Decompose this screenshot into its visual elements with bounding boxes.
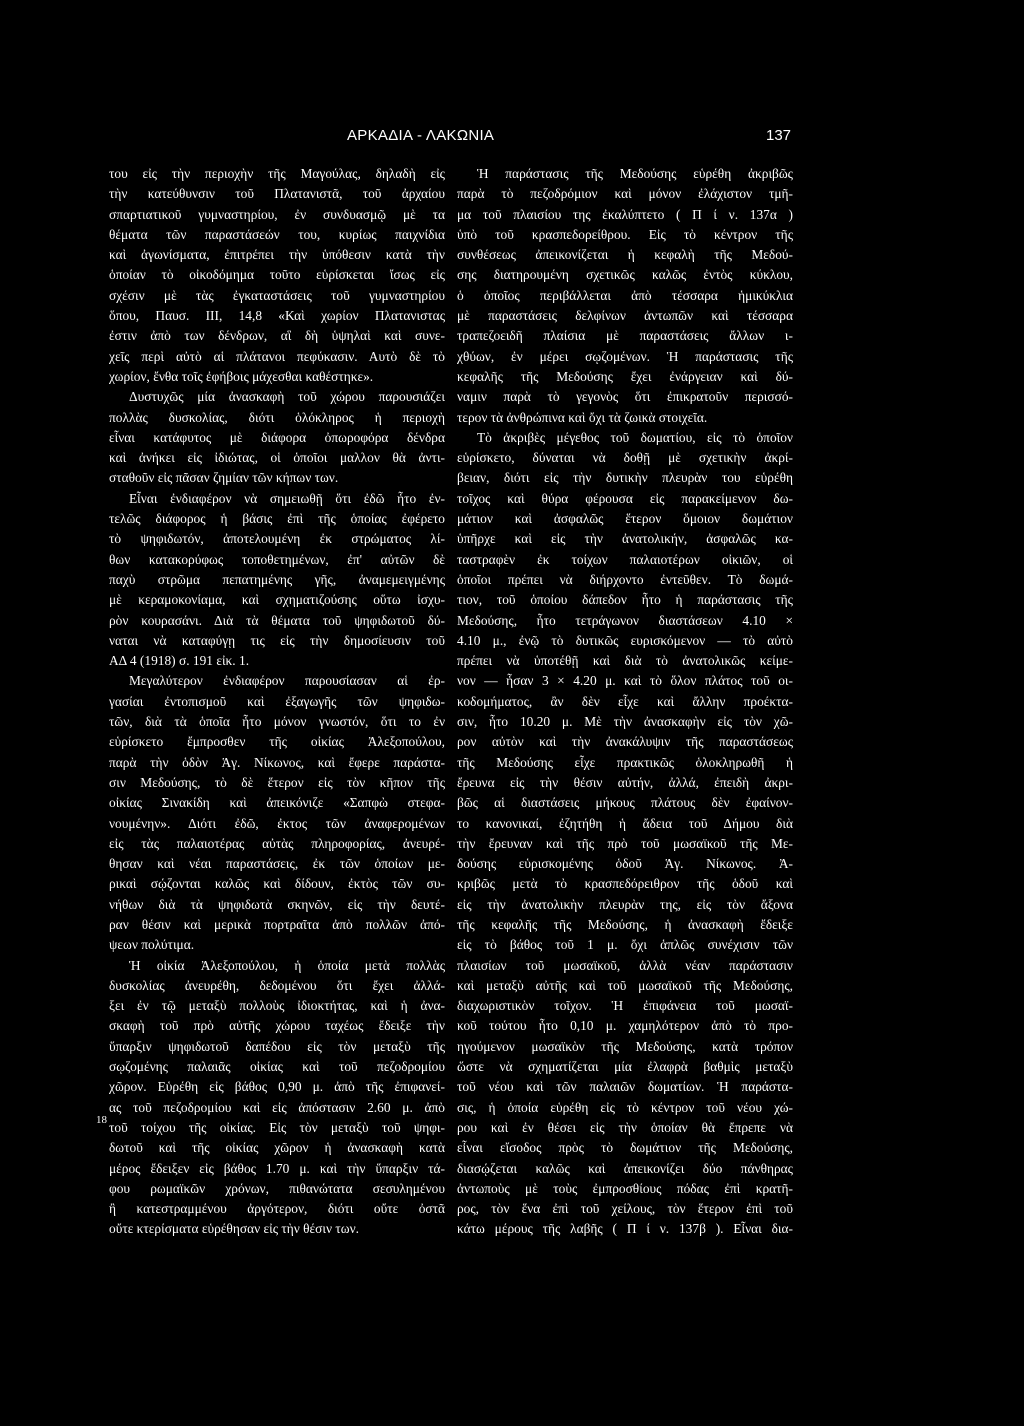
text-line: ας τοῦ πεζοδρομίου καὶ εἰς ἀπόστασιν 2.60 μ. ἀπὸ (109, 1099, 445, 1115)
text-line: τοῖχος καὶ θύρα φέρουσα εἰς παρακείμενον δω- (457, 490, 793, 506)
text-line: παρὰ τὴν ὁδὸν Ἁγ. Νίκωνος, καὶ ἔφερε παράστα- (109, 754, 445, 770)
text-line: μάτιον καὶ ἀσφαλῶς ἕτερον ὅμοιον δωμάτιον (457, 511, 793, 527)
right-column (457, 164, 793, 1240)
text-line: τοῦ νέου καὶ τῶν παλαιῶν δωματίων. Ἡ παράστα- (457, 1079, 793, 1095)
text-line: σιν, ἦτο 10.20 μ. Μὲ τὴν ἀνασκαφὴν εἰς τὸν χῶ- (457, 714, 793, 730)
text-line: ρικαὶ σῴζονται καλῶς καὶ δίδουν, ἐκτὸς τῶν συ- (109, 876, 445, 892)
text-line: τοῦ τοίχου τῆς οἰκίας. Εἰς τὸν μεταξὺ τοῦ ψηφι- (109, 1119, 445, 1135)
text-line: τελῶς διάφορος ἡ βάσις ἐπὶ τῆς ὁποίας ἐφέρετο (109, 511, 445, 527)
text-line: τὸ ψηφιδωτόν, ἀποτελουμένη ἐκ στρώματος λί- (109, 531, 445, 547)
text-line: Εἶναι ἐνδιαφέρον νὰ σημειωθῇ ὅτι ἐδῶ ἦτο ἐν- (129, 490, 445, 506)
text-line: κάτω μέρους τῆς λαβῆς ( Π ί ν. 137β ). Εἶναι δια- (457, 1221, 793, 1237)
text-line: ὁποίαν τὸ οἰκοδόμημα τοῦτο εὑρίσκεται ἴσως εἰς (109, 267, 445, 283)
text-line: δωτοῦ καὶ τῆς οἰκίας χῶρον ἡ ἀνασκαφὴ κατὰ (109, 1140, 445, 1156)
text-line: χθύων, ἐν μέρει σῳζομένων. Ἡ παράστασις τῆς (457, 348, 793, 364)
text-line: 4.10 μ., ἐνῷ τὸ δυτικῶς ευρισκόμενον — τὸ αὐτὸ (457, 632, 793, 648)
text-line: ρον αὐτὸν καὶ τὴν ἀνακάλυψιν τῆς παραστάσεως (457, 734, 793, 750)
text-line: μὲ παραστάσεις δελφίνων ἀντωπῶν καὶ τέσσαρα (457, 308, 793, 324)
text-line: ραν θέσιν καὶ μερικὰ πορτραῖτα ἀπὸ πολλῶν ἀπό- (109, 916, 445, 932)
text-line: γασίαι ἐντοπισμοῦ καὶ ἐξαγωγῆς τῶν ψηφιδω- (109, 693, 445, 709)
text-line: το κανονικαί, ἐζητήθη ἡ ἄδεια τοῦ Δήμου διὰ (457, 815, 793, 831)
text-line: σταθοῦν εἰς πᾶσαν ζημίαν τῶν κήπων των. (109, 470, 339, 486)
signature-mark: 18 (96, 1114, 107, 1126)
text-line: τῶν, διὰ τὰ ὁποῖα ἦτο μόνον γνωστόν, ὅτι το ἐν (109, 714, 445, 730)
text-line: πολλὰς δυσκολίας, διότι ὁλόκληρος ἡ περιοχὴ (109, 409, 445, 425)
text-line: οὔτε κτερίσματα εὑρέθησαν εἰς τὴν θέσιν των. (109, 1221, 360, 1237)
text-line: κεφαλῆς τῆς Μεδούσης ἔχει ἐνάργειαν καὶ δύ- (457, 368, 793, 384)
text-line: ψεων πολύτιμα. (109, 937, 195, 953)
text-line: εὑρίσκετο, δύναται νὰ δοθῇ μὲ σχετικὴν ἀκρί- (457, 450, 793, 466)
text-line: εὑρίσκετο ἔμπροσθεν τῆς οἰκίας Ἀλεξοπούλου, (109, 734, 445, 750)
text-line: εἰς τὴν ἀνατολικὴν πλευρὰν της, εἰς τὸν ἄξονα (457, 896, 793, 912)
text-line: τῆς κεφαλῆς τῆς Μεδούσης, ἡ ἀνασκαφὴ ἔδειξε (457, 916, 793, 932)
text-line: καὶ μεταξὺ αὐτῆς καὶ τοῦ μωσαϊκοῦ τῆς Μεδούσης, (457, 977, 793, 993)
text-line: εἰς τὸ βάθος τοῦ 1 μ. ὄχι ἁπλῶς συνέχισιν τῶν (457, 937, 793, 953)
text-line: πλαισίων τοῦ μωσαϊκοῦ, ἀλλὰ νέαν παράστασιν (457, 957, 793, 973)
text-line: μὲ κεραμοκονίαμα, καὶ σχηματιζούσης οὕτω ἰσχυ- (109, 592, 445, 608)
text-line: ναται νὰ καταφύγῃ τις εἰς τὴν δημοσίευσιν τοῦ (109, 632, 445, 648)
text-line: μέρος ἔδειξεν εἰς βάθος 1.70 μ. καὶ τὴν ὕπαρξιν τά- (109, 1160, 445, 1176)
page-number: 137 (766, 127, 792, 144)
text-line: σπαρτιατικοῦ γυμναστηρίου, ἐν συνδυασμῷ μὲ τα (109, 206, 445, 222)
text-line: ὁ ὁποῖος περιβάλλεται ἀπὸ τέσσαρα ἡμικύκλια (457, 287, 793, 303)
text-line: εἶναι κατάφυτος μὲ διάφορα ὀπωροφόρα δένδρα (109, 429, 445, 445)
text-line: τῆς Μεδούσης εἶχε πρακτικῶς ὁλοκληρωθῆ ἡ (457, 754, 793, 770)
text-line: Ἡ οἰκία Ἀλεξοπούλου, ἡ ὁποία μετὰ πολλὰς (129, 957, 445, 973)
text-line: χεῖς περὶ αὐτὸ αἱ πλάτανοι πεφύκασιν. Αυτὸ δὲ τὸ (109, 348, 445, 364)
text-line: του εἰς τὴν περιοχὴν τῆς Μαγούλας, δηλαδὴ εἰς (109, 166, 445, 181)
text-line: μα τοῦ πλαισίου της ἐκαλύπτετο ( Π ί ν. 137α ) (457, 206, 793, 222)
text-line: θησαν καὶ νέαι παραστάσεις, ἐκ τῶν ὁποίων με- (109, 856, 445, 872)
text-line: κοῦ τούτου ἦτο 0,10 μ. χαμηλότερον ἀπὸ τὸ προ- (457, 1018, 793, 1034)
text-line: ξει ἐν τῷ μεταξὺ πολλοὺς ἰδιοκτήτας, καὶ ἡ ἀνα- (109, 998, 445, 1014)
text-line: τερον τὰ ἀνθρώπινα καὶ ὄχι τὰ ζωικὰ στοιχεῖα. (457, 409, 708, 425)
text-line: χῶρον. Εὑρέθη εἰς βάθος 0,90 μ. ἀπὸ τῆς ἐπιφανεί- (109, 1079, 445, 1095)
text-line: εἰς τὰς παλαιοτέρας αὐτὰς πληροφορίας, ἀνευρέ- (109, 835, 445, 851)
text-line: ρου καὶ ἐν θέσει εἰς τὴν ὁποίαν θὰ ἔπρεπε νὰ (457, 1119, 793, 1135)
text-line: τραπεζοειδῆ πλαίσια μὲ παραστάσεις ἄλλων ι- (457, 328, 793, 344)
text-line: σις, ἡ ὁποία εὑρέθη εἰς τὸ κέντρον τοῦ νέου χώ- (457, 1099, 793, 1115)
text-line: κριβῶς μετὰ τὸ κρασπεδόρειθρον τῆς ὁδοῦ καὶ (457, 876, 793, 892)
text-line: νήθων διὰ τὰ ψηφιδωτὰ σκηνῶν, εἰς τὴν δευτέ- (109, 896, 445, 912)
text-line: συνθέσεως ἀπεικονίζεται ἡ κεφαλὴ τῆς Μεδού- (457, 247, 793, 263)
text-line: παχὺ στρῶμα πεπατημένης γῆς, ἀναμεμειγμένης (109, 571, 445, 587)
text-line: ὕπαρξιν ψηφιδωτοῦ δαπέδου εἰς τὸν μεταξὺ τῆς (109, 1038, 445, 1054)
text-line: κοδομήματος, ἂν δὲν εἶχε καὶ ἄλλην προέκτα- (457, 693, 793, 709)
text-line: Ἡ παράστασις τῆς Μεδούσης εὑρέθη ἀκριβῶς (477, 166, 793, 181)
text-line: Τὸ ἀκριβὲς μέγεθος τοῦ δωματίου, εἰς τὸ ὁποῖον (477, 429, 793, 445)
text-line: πρέπει νὰ ὑποτέθῇ καὶ διὰ τὸ ἀνατολικῶς κείμε- (457, 653, 793, 669)
text-line: παρὰ τὸ πεζοδρόμιον καὶ μόνον ἐλάχιστον τμῆ- (457, 186, 793, 202)
text-line: ΑΔ 4 (1918) σ. 191 εἰκ. 1. (109, 653, 250, 669)
text-line: Μεδούσης, ἦτο τετράγωνον διαστάσεων 4.10 × (457, 612, 793, 628)
text-line: σης διατηρουμένη σχετικῶς καλῶς ἐντὸς κύκλου, (457, 267, 793, 283)
text-line: ἔρευνα εἰς τὴν θέσιν αὐτήν, ἀλλά, ἐπειδὴ ἀκρι- (457, 774, 793, 790)
text-line: θέματα τῶν παραστάσεών του, κυρίως παιχνίδια (109, 226, 445, 242)
text-line: οἰκίας Σινακίδη καὶ ἀπεικόνιζε «Σαπφὼ στεφα- (109, 795, 445, 811)
text-line: ναμιν παρὰ τὸ γεγονὸς ὅτι ἐπικρατοῦν περισσό- (457, 389, 793, 405)
text-line: ταστραφὲν ἐκ τοίχων παλαιοτέρων οἰκιῶν, οἱ (457, 551, 793, 567)
text-line: καὶ ἀνήκει εἰς ἰδιώτας, οἱ ὁποῖοι μαλλον θὰ ἀντι- (109, 450, 445, 466)
text-line: βῶς αἱ διαστάσεις μήκους πλάτους δὲν ἐφαίνον- (457, 795, 793, 811)
text-line: σχέσιν μὲ τὰς ἐγκαταστάσεις τοῦ γυμναστηρίου (109, 287, 445, 303)
text-line: ρος, τὸν ἕνα ἐπὶ τοῦ χείλους, τὸν ἕτερον ἐπὶ τοῦ (457, 1201, 793, 1217)
text-line: τιον, τοῦ ὁποίου δάπεδον ἦτο ἡ παράστασις τῆς (457, 592, 793, 608)
text-line: νουμένην». Διότι ἐδῶ, ἐκτος τῶν ἀναφερομένων (109, 815, 445, 831)
text-line: ρὸν κουρασάνι. Διὰ τὰ θέματα τοῦ ψηφιδωτοῦ δύ- (109, 612, 445, 628)
text-line: δυσκολίας ἀνευρέθη, δεδομένου ὅτι ἔχει ἀλλά- (109, 977, 445, 993)
text-line: διασῴζεται καλῶς καὶ ἀπεικονίζει δύο πάνθηρας (457, 1160, 793, 1176)
text-line: καὶ ἀγωνίσματα, ἐπιτρέπει τὴν ὑπόθεσιν κατὰ τὴν (109, 247, 445, 263)
text-line: ἀντωποὺς μὲ τοὺς ἐμπροσθίους πόδας ἐπὶ κρατῆ- (457, 1180, 793, 1196)
text-line: εἶναι εἴσοδος πρὸς τὸ δωμάτιον τῆς Μεδούσης, (457, 1140, 793, 1156)
text-line: χωρίον, ἔνθα τοῖς ἐφήβοις μάχεσθαι καθέστηκε». (109, 368, 374, 384)
text-line: δούσης εὑρισκομένης ὁδοῦ Ἁγ. Νίκωνος. Ἀ- (457, 856, 793, 872)
text-line: τὴν κατεύθυνσιν τοῦ Πλατανιστᾶ, τοῦ ἀρχαίου (109, 186, 445, 202)
text-line: ηγούμενον μωσαϊκὸν τῆς Μεδούσης, κατὰ τρόπον (457, 1038, 793, 1054)
text-line: σιν Μεδούσης, τὸ δὲ ἕτερον εἰς τὸν κῆπον τῆς (109, 774, 445, 790)
text-line: ἢ κατεστραμμένου ἀργότερον, διότι οὔτε ὀστᾶ (109, 1201, 445, 1217)
left-column (109, 164, 445, 1240)
text-line: νον — ἦσαν 3 × 4.20 μ. καὶ τὸ ὅλον πλάτος τοῦ οι- (457, 673, 793, 689)
running-title: ΑΡΚΑΔΙΑ - ΛΑΚΩΝΙΑ (347, 127, 495, 144)
text-line: διαχωριστικὸν τοῖχον. Ἡ ἐπιφάνεια τοῦ μωσαϊ- (457, 998, 793, 1014)
text-line: Μεγαλύτερον ἐνδιαφέρον παρουσίασαν αἱ ἐρ- (129, 673, 445, 689)
text-line: τὴν ἔρευναν καὶ τῆς πρὸ τοῦ μωσαϊκοῦ τῆς Με- (457, 835, 793, 851)
text-line: ὁποῖοι πρέπει νὰ διήρχοντο ἐντεῦθεν. Τὸ δωμά- (457, 571, 793, 587)
text-line: φου ρωμαϊκῶν χρόνων, πιθανώτατα σεσυλημένου (109, 1180, 445, 1196)
text-line: ὑπὸ τοῦ κρασπεδορείθρου. Εἰς τὸ κέντρον τῆς (457, 226, 793, 242)
text-line: θων κατακορύφως τοποθετημένων, ἐπ' αὐτῶν δὲ (109, 551, 445, 567)
text-line: βειαν, διότι εἰς τὴν δυτικὴν πλευρὰν του εὑρέθη (457, 470, 793, 486)
text-line: σκαφὴ τοῦ πρὸ αὐτῆς χώρου ταχέως ἔδειξε τὴν (109, 1018, 445, 1034)
text-line: ὥστε νὰ σχηματίζεται μία ἐλαφρὰ βαθμὶς μεταξὺ (457, 1059, 793, 1075)
text-line: ἐστιν ἀπὸ των δένδρων, αἳ δὴ ὑψηλαὶ καὶ συνε- (109, 328, 445, 344)
text-line: Δυστυχῶς μία ἀνασκαφὴ τοῦ χώρου παρουσιάζει (129, 389, 445, 405)
text-line: ὅπου, Παυσ. III, 14,8 «Καὶ χωρίον Πλατανιστας (109, 308, 445, 324)
text-line: ὑπῆρχε καὶ εἰς τὴν ἀνατολικήν, ἀσφαλῶς κα- (457, 531, 793, 547)
text-line: σῳζομένης παλαιᾶς οἰκίας καὶ τοῦ πεζοδρομίου (109, 1059, 445, 1075)
